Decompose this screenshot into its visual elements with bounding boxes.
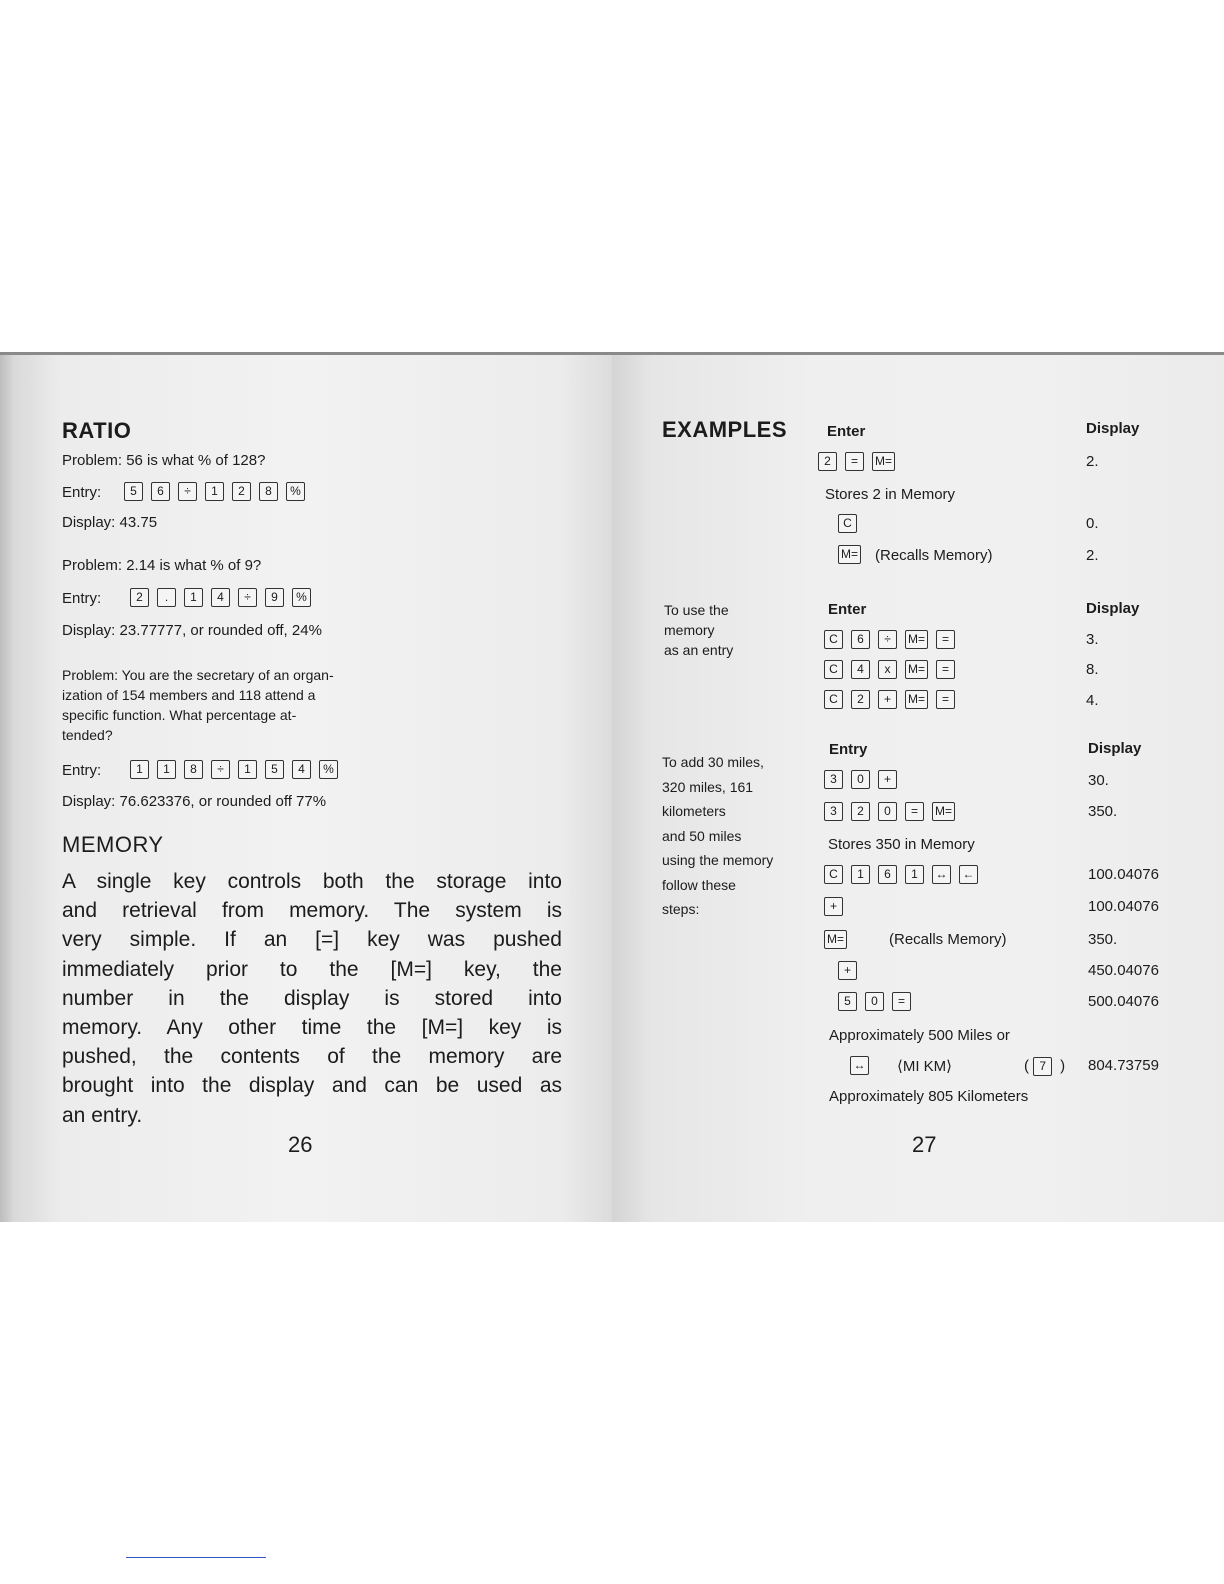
calculator-key: % [292, 588, 311, 607]
calculator-key: 2 [130, 588, 149, 607]
calculator-key: M= [905, 690, 928, 709]
calculator-key: + [878, 770, 897, 789]
keys-row [838, 545, 869, 564]
memory-heading: MEMORY [62, 832, 164, 857]
calculator-key: 0 [865, 992, 884, 1011]
calculator-key: + [824, 897, 843, 916]
calculator-key: % [319, 760, 338, 779]
calculator-key: 4 [292, 760, 311, 779]
calculator-key: ÷ [878, 630, 897, 649]
page-27 [612, 352, 1224, 1222]
recalls-note: (Recalls Memory) [889, 931, 1007, 948]
recalls-note: (Recalls Memory) [875, 547, 993, 564]
calculator-key: 6 [151, 482, 170, 501]
side-note [662, 750, 773, 922]
calculator-key: 6 [851, 630, 870, 649]
display-2: Display: 23.77777, or rounded off, 24% [62, 622, 322, 639]
calculator-key: C [824, 660, 843, 679]
enter-header: Enter [828, 601, 867, 618]
keys-row [824, 630, 963, 649]
calculator-key: 1 [157, 760, 176, 779]
enter-header: Enter [827, 423, 866, 440]
calculator-key: 4 [211, 588, 230, 607]
page-26 [0, 352, 612, 1222]
keys-row [824, 865, 986, 884]
entry-3-keys [130, 760, 346, 779]
memory-line: an entry. [62, 1103, 143, 1127]
calculator-key: 2 [851, 690, 870, 709]
calculator-key: 6 [878, 865, 897, 884]
display-value: 4. [1086, 692, 1099, 709]
calculator-key: C [824, 865, 843, 884]
calculator-key: 1 [905, 865, 924, 884]
side-note-line: steps: [662, 901, 700, 917]
memory-line: A single key controls both the storage into [62, 870, 562, 893]
entry-2-label: Entry: [62, 590, 102, 607]
problem-2: Problem: 2.14 is what % of 9? [62, 557, 262, 574]
page-number: 26 [288, 1132, 313, 1157]
side-note-line: follow these [662, 876, 736, 893]
calculator-key: 2 [232, 482, 251, 501]
side-note-line: To use the [664, 602, 729, 618]
memory-line: immediately prior to the [M=] key, the [62, 957, 562, 981]
calculator-key: % [286, 482, 305, 501]
calculator-key: 8 [184, 760, 203, 779]
entry-1-label: Entry: [62, 484, 102, 501]
display-value: 100.04076 [1088, 866, 1159, 883]
display-value: 30. [1088, 772, 1109, 789]
display-value: 350. [1088, 803, 1118, 820]
calculator-key: ↔ [932, 865, 951, 884]
calculator-key: 0 [851, 770, 870, 789]
memory-line: brought into the display and can be used as [62, 1074, 562, 1098]
keys-row [824, 660, 963, 679]
calculator-key: 4 [851, 660, 870, 679]
calculator-key: x [878, 660, 897, 679]
calculator-key: ÷ [238, 588, 257, 607]
booklet-spread [0, 352, 1224, 1222]
problem-1: Problem: 56 is what % of 128? [62, 452, 266, 469]
approx-km: Approximately 805 Kilometers [829, 1088, 1029, 1105]
display-value: 8. [1086, 661, 1099, 678]
memory-line: number in the display is stored into [62, 986, 562, 1010]
calculator-key: M= [824, 930, 847, 949]
calculator-key: = [936, 630, 955, 649]
entry-1-keys [124, 482, 313, 501]
keys-row [824, 690, 963, 709]
side-note-line: as an entry [664, 642, 734, 658]
stores-text: Stores 350 in Memory [828, 836, 975, 853]
calculator-key: M= [872, 452, 895, 471]
problem-3-line: ization of 154 members and 118 attend a [62, 687, 316, 703]
keys-row [838, 514, 865, 533]
ratio-heading: RATIO [62, 418, 132, 443]
side-note [664, 600, 733, 660]
keys-row [824, 802, 963, 821]
keys-row [838, 961, 865, 980]
memory-line: memory. Any other time the [M=] key is [62, 1015, 562, 1039]
display-value: 350. [1088, 931, 1118, 948]
side-note-line: To add 30 miles, [662, 754, 764, 770]
display-value: 450.04076 [1088, 962, 1159, 979]
calculator-key: C [838, 514, 857, 533]
display-value: 2. [1086, 453, 1099, 470]
stores-text: Stores 2 in Memory [825, 486, 956, 503]
display-value: 3. [1086, 631, 1099, 648]
problem-3-line: Problem: You are the secretary of an organ- [62, 667, 334, 683]
keys-row [818, 452, 903, 471]
entry-2-keys [130, 588, 319, 607]
approx-miles: Approximately 500 Miles or [829, 1027, 1010, 1044]
calculator-key: 1 [130, 760, 149, 779]
calculator-key: 5 [838, 992, 857, 1011]
calculator-key: ÷ [211, 760, 230, 779]
conversion-paren: ( 7 ) [1024, 1057, 1066, 1075]
display-header: Display [1086, 600, 1140, 617]
entry-3-label: Entry: [62, 762, 102, 779]
side-note-line: 320 miles, 161 [662, 778, 754, 795]
keys-row [838, 992, 919, 1011]
calculator-key: = [936, 660, 955, 679]
calculator-key: 2 [818, 452, 837, 471]
underline-link [126, 1557, 266, 1558]
calculator-key: ← [959, 865, 978, 884]
calculator-key: = [936, 690, 955, 709]
memory-paragraph [62, 867, 562, 1130]
problem-3-line: tended? [62, 727, 113, 743]
page-number: 27 [912, 1132, 937, 1157]
memory-line: pushed, the contents of the memory are [62, 1045, 562, 1069]
calculator-key: 1 [851, 865, 870, 884]
examples-heading: EXAMPLES [662, 417, 788, 442]
display-value: 804.73759 [1088, 1057, 1159, 1074]
calculator-key: M= [905, 630, 928, 649]
calculator-key: C [824, 630, 843, 649]
calculator-key: 1 [238, 760, 257, 779]
display-3: Display: 76.623376, or rounded off 77% [62, 793, 327, 810]
keys-row [824, 897, 851, 916]
calculator-key: = [892, 992, 911, 1011]
side-note-line: using the memory [662, 852, 774, 868]
problem-3-line: specific function. What percentage at- [62, 707, 297, 723]
display-value: 0. [1086, 515, 1099, 532]
calculator-key: M= [932, 802, 955, 821]
memory-line: very simple. If an [=] key was pushed [62, 928, 562, 952]
swap-key-icon: ↔ [850, 1056, 869, 1075]
display-header: Display [1088, 740, 1142, 757]
calculator-key: 8 [259, 482, 278, 501]
calculator-key: = [845, 452, 864, 471]
conversion-label: ⟨MI KM⟩ [897, 1058, 953, 1075]
calculator-key: + [878, 690, 897, 709]
memory-line: and retrieval from memory. The system is [62, 899, 562, 923]
conversion-row [850, 1056, 877, 1075]
key: 7 [1033, 1057, 1052, 1076]
problem-3 [62, 665, 334, 745]
calculator-key: 1 [205, 482, 224, 501]
display-header: Display [1086, 420, 1140, 437]
calculator-key: 9 [265, 588, 284, 607]
display-value: 100.04076 [1088, 898, 1159, 915]
side-note-line: kilometers [662, 803, 726, 819]
entry-header: Entry [829, 741, 868, 758]
display-value: 500.04076 [1088, 993, 1159, 1010]
calculator-key: 5 [124, 482, 143, 501]
side-note-line: memory [664, 622, 715, 638]
calculator-key: 2 [851, 802, 870, 821]
calculator-key: 0 [878, 802, 897, 821]
calculator-key: 3 [824, 770, 843, 789]
keys-row [824, 930, 855, 949]
keys-row [824, 770, 905, 789]
side-note-line: and 50 miles [662, 827, 742, 844]
calculator-key: = [905, 802, 924, 821]
calculator-key: 3 [824, 802, 843, 821]
calculator-key: C [824, 690, 843, 709]
calculator-key: 5 [265, 760, 284, 779]
calculator-key: M= [905, 660, 928, 679]
calculator-key: M= [838, 545, 861, 564]
display-1: Display: 43.75 [62, 514, 158, 531]
calculator-key: ÷ [178, 482, 197, 501]
calculator-key: . [157, 588, 176, 607]
calculator-key: 1 [184, 588, 203, 607]
calculator-key: + [838, 961, 857, 980]
display-value: 2. [1086, 547, 1099, 564]
